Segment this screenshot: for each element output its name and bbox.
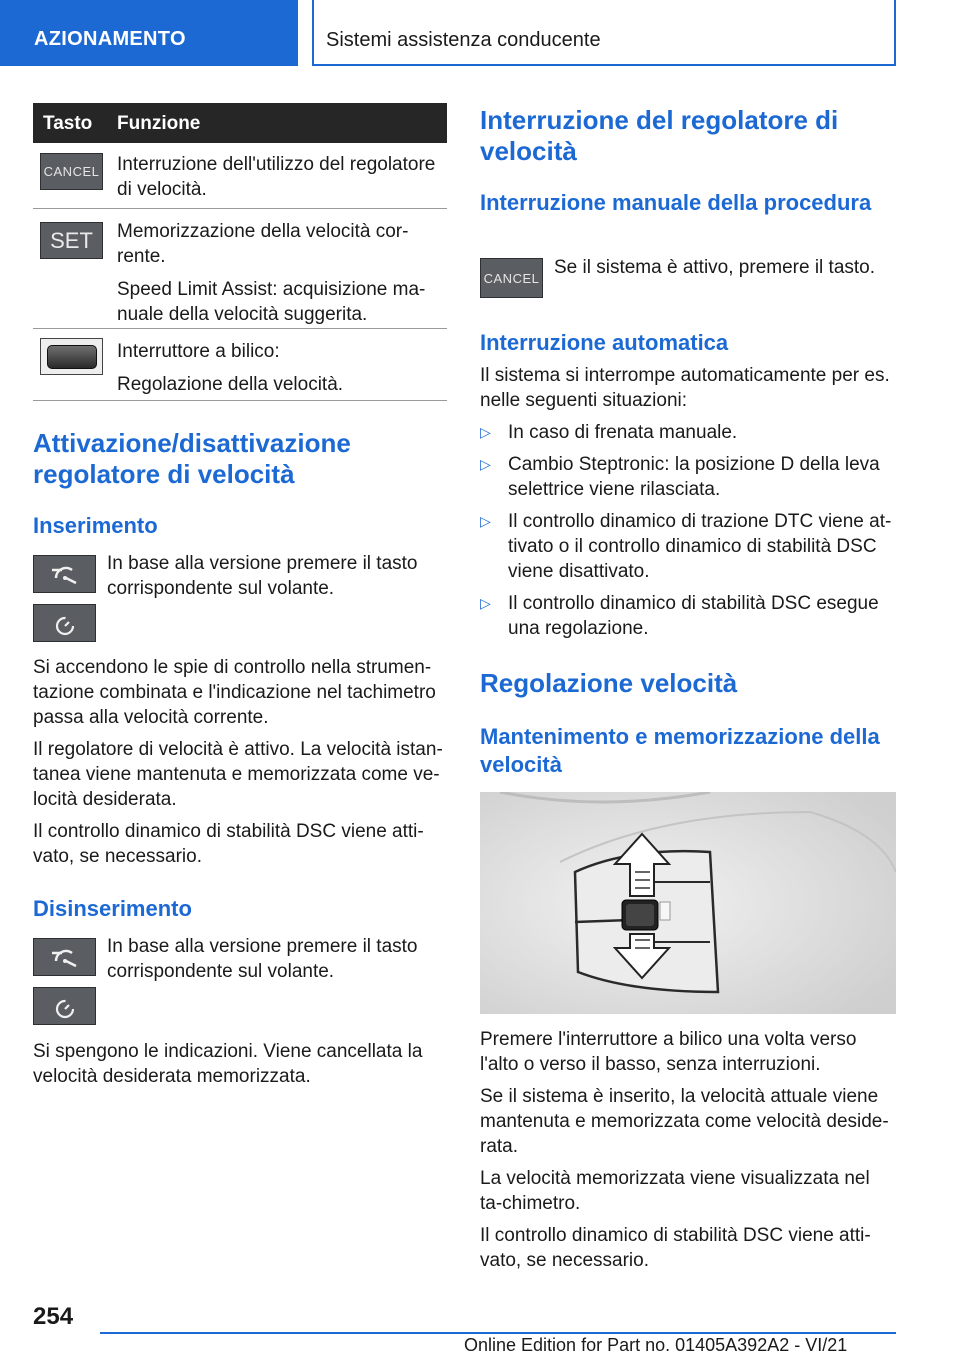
table-row: [33, 329, 447, 401]
paragraph: Se il sistema è inserito, la velocità attuale viene mantenuta e memorizzata come velocità deside-rata.: [480, 1086, 889, 1157]
col-key-header: Tasto: [43, 113, 93, 134]
row-text: Interruttore a bilico:: [117, 341, 280, 362]
cruise-speed-icon: [33, 987, 96, 1025]
speed-regulation-heading: Regolazione velocità: [480, 668, 738, 698]
activation-on-text: In base alla versione premere il tasto corrispondente sul volante.: [107, 553, 418, 599]
table-row: [33, 209, 447, 329]
paragraph: Il regolatore di velocità è attivo. La velocità istan-tanea viene mantenuta e memorizzata come ve-locità desiderata.: [33, 739, 443, 810]
footer-rule: [100, 1332, 896, 1334]
cruise-control-icon: [33, 555, 96, 593]
row-text: Memorizzazione della velocità cor-rente.: [117, 221, 409, 267]
list-item: ▷ In caso di frenata manuale.: [480, 422, 738, 443]
page-number: 254: [33, 1303, 74, 1330]
keep-speed-heading: Mantenimento e memorizzazione della velocità: [480, 724, 880, 777]
activation-on-paragraphs: [33, 655, 447, 869]
paragraph: Premere l'interruttore a bilico una volta verso l'alto o verso il basso, senza interruzioni.: [480, 1029, 857, 1075]
cancel-key-label: CANCEL: [483, 270, 540, 286]
section-tab: [0, 0, 298, 66]
auto-interrupt-intro: Il sistema si interrompe automaticamente per es. nelle seguenti situazioni:: [480, 365, 890, 411]
manual-interrupt-text: Se il sistema è attivo, premere il tasto.: [554, 257, 876, 278]
paragraph: Il controllo dinamico di stabilità DSC viene atti-vato, se necessario.: [33, 821, 424, 867]
steering-wheel-rocker-photo: [480, 792, 896, 1014]
triangle-bullet-icon: ▷: [480, 456, 491, 472]
triangle-bullet-icon: ▷: [480, 424, 491, 440]
chapter-tab: [312, 0, 896, 66]
interrupt-heading: Interruzione del regolatore di velocità: [480, 105, 839, 166]
triangle-bullet-icon: ▷: [480, 595, 491, 611]
key-function-table: [33, 103, 447, 401]
table-row: [33, 143, 447, 209]
auto-interrupt-list: [480, 420, 896, 648]
activation-on-heading: Inserimento: [33, 513, 158, 538]
cancel-key-image: [40, 153, 103, 190]
paragraph: Si accendono le spie di controllo nella strumen-tazione combinata e l'indicazione nel tachimetro passa alla velocità corrente.: [33, 657, 436, 728]
row-text: Speed Limit Assist: acquisizione ma-nuale della velocità suggerita.: [117, 279, 426, 325]
col-function-header: Funzione: [117, 113, 201, 134]
list-item: ▷ Il controllo dinamico di trazione DTC viene at-tivato o il controllo dinamico di stabilità DSC viene disattivato.: [480, 511, 892, 582]
cancel-key-label: CANCEL: [43, 164, 100, 179]
set-key-image: [40, 222, 103, 259]
table-header: [33, 103, 447, 143]
paragraph: La velocità memorizzata viene visualizzata nel ta-chimetro.: [480, 1168, 870, 1214]
list-item: ▷ Il controllo dinamico di stabilità DSC esegue una regolazione.: [480, 593, 879, 639]
speed-regulation-paragraphs: [480, 1027, 896, 1273]
cruise-speed-icon: [33, 604, 96, 642]
cancel-key-image: [480, 258, 543, 298]
activation-off-text: In base alla versione premere il tasto corrispondente sul volante.: [107, 936, 418, 982]
activation-off-heading: Disinserimento: [33, 896, 192, 921]
paragraph: Il controllo dinamico di stabilità DSC viene atti-vato, se necessario.: [480, 1225, 871, 1271]
cruise-control-icon: [33, 938, 96, 976]
chapter-title: Sistemi assistenza conducente: [326, 29, 601, 51]
manual-interrupt-heading: Interruzione manuale della procedura: [480, 190, 872, 215]
row-text: Regolazione della velocità.: [117, 374, 344, 395]
edition-note: Online Edition for Part no. 01405A392A2 - VI/21: [464, 1335, 848, 1355]
activation-heading: Attivazione/disattivazione regolatore di velocità: [33, 428, 351, 489]
set-key-label: SET: [50, 227, 93, 253]
auto-interrupt-heading: Interruzione automatica: [480, 330, 729, 355]
row-text: Interruzione dell'utilizzo del regolatore di velocità.: [117, 154, 436, 200]
section-title: AZIONAMENTO: [34, 28, 186, 50]
list-item: ▷ Cambio Steptronic: la posizione D della leva selettrice viene rilasciata.: [480, 454, 880, 500]
rocker-switch-image: [40, 338, 103, 375]
activation-off-paragraph: Si spengono le indicazioni. Viene cancellata la velocità desiderata memorizzata.: [33, 1041, 423, 1087]
triangle-bullet-icon: ▷: [480, 513, 491, 529]
